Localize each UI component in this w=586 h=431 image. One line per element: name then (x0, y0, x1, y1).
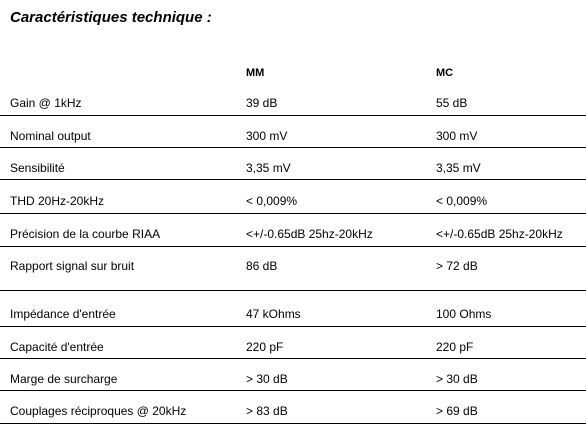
row-divider (0, 423, 586, 424)
document-title: Caractéristiques technique : (10, 9, 212, 26)
table-row (0, 96, 586, 120)
mm-value: > 83 dB (246, 404, 288, 418)
row-label: THD 20Hz-20kHz (10, 194, 105, 208)
mc-value: 220 pF (436, 340, 474, 354)
row-label: Nominal output (10, 129, 91, 143)
mm-value: 300 mV (246, 129, 288, 143)
table-row (0, 372, 586, 396)
row-label: Couplages réciproques @ 20kHz (10, 404, 187, 418)
row-divider (0, 246, 586, 247)
mc-value: > 72 dB (436, 259, 478, 273)
row-label: Impédance d'entrée (10, 307, 116, 321)
row-divider (0, 179, 586, 180)
row-divider (0, 326, 586, 327)
row-divider (0, 290, 586, 291)
table-row (0, 259, 586, 283)
row-divider (0, 115, 586, 116)
row-label: Précision de la courbe RIAA (10, 227, 161, 241)
row-divider (0, 147, 586, 148)
mc-value: > 30 dB (436, 372, 478, 386)
table-row (0, 194, 586, 218)
table-row (0, 161, 586, 185)
mm-value: < 0,009% (246, 194, 298, 208)
mm-value: <+/-0.65dB 25hz-20kHz (246, 227, 373, 241)
mc-value: 55 dB (436, 96, 468, 110)
mm-value: 47 kOhms (246, 307, 301, 321)
mc-value: <+/-0.65dB 25hz-20kHz (436, 227, 563, 241)
mc-value: 100 Ohms (436, 307, 492, 321)
column-header-mc: MC (436, 67, 454, 79)
table-row (0, 340, 586, 364)
row-label: Rapport signal sur bruit (10, 259, 135, 273)
table-row (0, 129, 586, 153)
mc-value: 3,35 mV (436, 161, 481, 175)
table-row (0, 227, 586, 251)
mm-value: 86 dB (246, 259, 278, 273)
mc-value: < 0,009% (436, 194, 488, 208)
mm-value: 3,35 mV (246, 161, 291, 175)
row-divider (0, 358, 586, 359)
row-divider (0, 390, 586, 391)
column-header-mm: MM (246, 67, 265, 79)
row-label: Marge de surcharge (10, 372, 118, 386)
table-row (0, 404, 586, 428)
mc-value: 300 mV (436, 129, 478, 143)
mm-value: 220 pF (246, 340, 284, 354)
mm-value: 39 dB (246, 96, 278, 110)
row-label: Capacité d'entrée (10, 340, 104, 354)
mc-value: > 69 dB (436, 404, 478, 418)
row-label: Gain @ 1kHz (10, 96, 82, 110)
row-divider (0, 213, 586, 214)
table-row (0, 307, 586, 331)
row-label: Sensibilité (10, 161, 65, 175)
mm-value: > 30 dB (246, 372, 288, 386)
